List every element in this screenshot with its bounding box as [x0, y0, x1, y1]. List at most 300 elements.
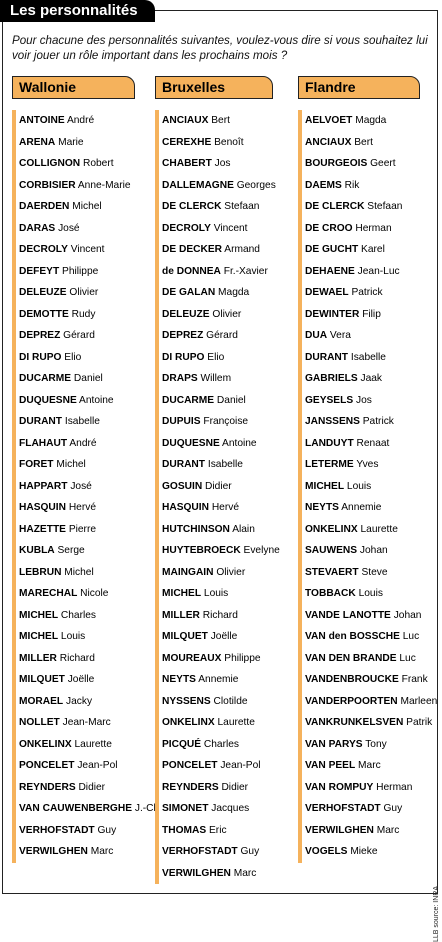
list-item [298, 669, 437, 691]
surname: ONKELINX [162, 717, 215, 728]
surname: DUA [305, 330, 328, 341]
list-item [155, 218, 280, 240]
list-item [155, 476, 280, 498]
surname: DECROLY [162, 222, 211, 234]
first-name: Anne-Marie [77, 179, 131, 191]
surname: CEREXHE [162, 136, 212, 148]
surname: NEYTS [305, 502, 339, 513]
first-name: Jacques [211, 803, 250, 814]
list-item [298, 540, 437, 562]
first-name: Charles [60, 609, 97, 621]
list-item [12, 196, 159, 218]
first-name: Elio [207, 351, 225, 363]
list-item [298, 390, 437, 412]
surname: JANSSENS [305, 416, 360, 427]
surname: DEWINTER [305, 308, 360, 320]
first-name: Marc [376, 824, 400, 836]
first-name: Vincent [70, 244, 105, 255]
surname: ONKELINX [19, 738, 72, 750]
list-item [155, 261, 280, 283]
first-name: Isabelle [64, 416, 100, 427]
list-item [12, 669, 159, 691]
list-item [155, 304, 280, 326]
list-item [12, 562, 159, 584]
list-item [298, 755, 437, 777]
source-credit: LLB source: INRA [433, 886, 440, 942]
list-item [12, 497, 159, 519]
list-item [12, 411, 159, 433]
first-name: Isabelle [207, 459, 243, 470]
surname: PICQUÉ [162, 738, 202, 750]
surname: NYSSENS [162, 695, 211, 707]
surname: DALLEMAGNE [162, 179, 234, 191]
first-name: José [58, 222, 80, 234]
list-item [12, 712, 159, 734]
surname: ARENA [19, 136, 56, 148]
column-bruxelles [155, 110, 280, 884]
surname: DI RUPO [162, 351, 205, 363]
list-item [155, 390, 280, 412]
first-name: Gérard [63, 330, 95, 341]
name-list-flandre [298, 110, 437, 863]
list-item [12, 476, 159, 498]
surname: MILLER [162, 609, 200, 621]
first-name: Frank [401, 674, 428, 685]
first-name: Marleen [400, 695, 438, 707]
list-item [12, 798, 159, 820]
first-name: Jaak [360, 373, 383, 384]
list-item [298, 519, 437, 541]
surname: HUTCHINSON [162, 523, 230, 535]
first-name: Didier [78, 781, 106, 793]
list-item [12, 841, 159, 863]
first-name: Karel [361, 244, 385, 255]
surname: DEWAEL [305, 287, 349, 298]
list-item [298, 411, 437, 433]
first-name: Jos [355, 394, 372, 406]
first-name: Michel [56, 459, 86, 470]
first-name: Antoine [79, 394, 114, 406]
first-name: Herman [376, 781, 413, 793]
surname: GEYSELS [305, 394, 354, 406]
first-name: Louis [358, 588, 383, 599]
first-name: Françoise [203, 416, 249, 427]
surname: REYNDERS [162, 781, 219, 793]
list-item [155, 691, 280, 713]
surname: VANDENBROUCKE [305, 674, 399, 685]
list-item [12, 433, 159, 455]
first-name: Magda [355, 115, 387, 126]
surname: VAN PARYS [305, 738, 363, 750]
surname: FORET [19, 459, 54, 470]
list-item [298, 325, 437, 347]
surname: NEYTS [162, 674, 196, 685]
list-item [155, 863, 280, 885]
surname: DE CLERCK [305, 201, 365, 212]
list-item [298, 239, 437, 261]
first-name: Luc [399, 652, 416, 664]
first-name: Bert [354, 136, 373, 148]
surname: VERHOFSTADT [19, 824, 95, 836]
list-item [155, 132, 280, 154]
surname: VERWILGHEN [19, 846, 88, 857]
surname: VERWILGHEN [162, 867, 231, 879]
list-item [298, 476, 437, 498]
surname: DELEUZE [162, 308, 210, 320]
list-item [155, 519, 280, 541]
first-name: Patrick [351, 287, 383, 298]
first-name: Jos [214, 158, 231, 169]
first-name: Louis [60, 631, 86, 642]
surname: COLLIGNON [19, 158, 81, 169]
surname: DE CROO [305, 222, 353, 234]
surname: SIMONET [162, 803, 209, 814]
first-name: Patrick [362, 416, 394, 427]
surname: KUBLA [19, 545, 55, 556]
first-name: Elio [64, 351, 82, 363]
first-name: Guy [240, 846, 260, 857]
surname: PONCELET [162, 760, 218, 771]
first-name: Olivier [216, 566, 246, 578]
first-name: Joëlle [210, 631, 238, 642]
list-item [155, 282, 280, 304]
list-item [298, 347, 437, 369]
first-name: Bert [211, 115, 230, 126]
list-item [155, 196, 280, 218]
list-item [12, 282, 159, 304]
list-item [12, 325, 159, 347]
first-name: Herman [355, 222, 392, 234]
first-name: J.-Cl. [134, 803, 159, 814]
first-name: Philippe [62, 265, 99, 277]
first-name: Hervé [211, 502, 240, 513]
first-name: Daniel [73, 373, 103, 384]
list-item [155, 626, 280, 648]
surname: LETERME [305, 459, 354, 470]
list-item [155, 433, 280, 455]
list-item [298, 132, 437, 154]
surname: de DONNEA [162, 265, 221, 277]
list-item [12, 368, 159, 390]
surname: DAERDEN [19, 201, 70, 212]
surname: DECROLY [19, 244, 68, 255]
list-item [155, 175, 280, 197]
list-item [298, 153, 437, 175]
list-item [12, 261, 159, 283]
list-item [12, 132, 159, 154]
surname: DE GALAN [162, 287, 216, 298]
list-item [298, 218, 437, 240]
first-name: Laurette [74, 738, 112, 750]
first-name: Gérard [206, 330, 238, 341]
first-name: Isabelle [350, 351, 386, 363]
list-item [298, 261, 437, 283]
list-item [12, 110, 159, 132]
surname: TOBBACK [305, 588, 356, 599]
surname: VAN DEN BRANDE [305, 652, 397, 664]
surname: DUCARME [19, 373, 72, 384]
surname: DURANT [162, 459, 206, 470]
list-item [155, 605, 280, 627]
surname: DUPUIS [162, 416, 201, 427]
list-item [12, 583, 159, 605]
list-item [298, 562, 437, 584]
first-name: Eric [209, 824, 227, 836]
first-name: Benoît [214, 136, 244, 148]
column-flandre [298, 110, 437, 863]
first-name: Marc [233, 867, 257, 879]
first-name: José [70, 480, 92, 492]
list-item [12, 153, 159, 175]
first-name: Johan [359, 545, 388, 556]
first-name: André [69, 437, 97, 449]
surname: MAINGAIN [162, 566, 214, 578]
surname: DURANT [19, 416, 63, 427]
list-item [12, 347, 159, 369]
surname: HUYTEBROECK [162, 545, 241, 556]
first-name: Marc [358, 760, 381, 771]
list-item [298, 304, 437, 326]
surname: MILQUET [19, 674, 65, 685]
surname: VAN CAUWENBERGHE [19, 803, 133, 814]
first-name: Michel [72, 201, 102, 212]
surname: ANCIAUX [162, 115, 209, 126]
list-item [155, 841, 280, 863]
first-name: Willem [200, 373, 232, 384]
surname: DEHAENE [305, 265, 355, 277]
surname: ONKELINX [305, 523, 358, 535]
list-item [12, 390, 159, 412]
column-header-bruxelles: Bruxelles [155, 76, 273, 99]
list-item [155, 110, 280, 132]
list-item [298, 497, 437, 519]
list-item [12, 605, 159, 627]
list-item [155, 734, 280, 756]
first-name: Magda [218, 287, 250, 298]
list-item [155, 798, 280, 820]
list-item [298, 433, 437, 455]
first-name: Louis [203, 588, 229, 599]
list-item [298, 605, 437, 627]
surname: STEVAERT [305, 566, 359, 578]
list-item [298, 282, 437, 304]
first-name: Michel [64, 566, 94, 578]
list-item [12, 626, 159, 648]
first-name: Vera [329, 330, 351, 341]
list-item [155, 820, 280, 842]
title-tab: Les personnalités [0, 0, 155, 22]
list-item [155, 755, 280, 777]
list-item [155, 497, 280, 519]
list-item [12, 691, 159, 713]
first-name: Richard [202, 609, 238, 621]
surname: VAN PEEL [305, 760, 356, 771]
surname: DEFEYT [19, 265, 60, 277]
surname: VERWILGHEN [305, 824, 374, 836]
list-item [155, 583, 280, 605]
surname: DURANT [305, 351, 349, 363]
surname: MORAEL [19, 695, 64, 707]
list-item [155, 669, 280, 691]
list-item [298, 196, 437, 218]
first-name: Nicole [80, 588, 109, 599]
list-item [298, 626, 437, 648]
list-item [298, 648, 437, 670]
surname: LEBRUN [19, 566, 62, 578]
surname: SAUWENS [305, 545, 358, 556]
first-name: Vincent [213, 222, 248, 234]
surname: DI RUPO [19, 351, 62, 363]
first-name: Fr.-Xavier [223, 265, 268, 277]
first-name: Steve [361, 566, 388, 578]
surname: AELVOET [305, 115, 353, 126]
surname: LANDUYT [305, 437, 354, 449]
column-wallonie [12, 110, 159, 863]
first-name: Luc [402, 631, 420, 642]
surname: VANDERPOORTEN [305, 695, 398, 707]
list-item [12, 519, 159, 541]
surname: PONCELET [19, 760, 75, 771]
surname: VANKRUNKELSVEN [305, 717, 404, 728]
surname: GOSUIN [162, 480, 203, 492]
first-name: Charles [203, 738, 240, 750]
list-item [298, 691, 437, 713]
surname: DAEMS [305, 179, 342, 191]
surname: MARECHAL [19, 588, 78, 599]
first-name: Pierre [68, 523, 97, 535]
first-name: Geert [370, 158, 396, 169]
surname: MICHEL [162, 588, 202, 599]
surname: HASQUIN [162, 502, 209, 513]
first-name: Evelyne [243, 545, 280, 556]
surname: VAN den BOSSCHE [305, 631, 400, 642]
list-item [155, 540, 280, 562]
first-name: Tony [365, 738, 387, 750]
first-name: Annemie [198, 674, 239, 685]
first-name: Alain [232, 523, 255, 535]
surname: REYNDERS [19, 781, 76, 793]
surname: DE GUCHT [305, 244, 359, 255]
first-name: André [66, 115, 95, 126]
list-item [12, 648, 159, 670]
column-header-wallonie: Wallonie [12, 76, 135, 99]
name-list-wallonie [12, 110, 159, 863]
first-name: Jean-Pol [77, 760, 118, 771]
surname: DEPREZ [162, 330, 204, 341]
surname: DUCARME [162, 394, 215, 406]
list-item [155, 347, 280, 369]
first-name: Johan [393, 609, 422, 621]
question-text: Pour chacune des personnalités suivantes, voulez-vous dire si vous souhaitez lui voir jouer un rôle important dans les prochains mois ? [12, 34, 428, 62]
list-item [298, 734, 437, 756]
surname: NOLLET [19, 717, 60, 728]
surname: HASQUIN [19, 502, 66, 513]
list-item [298, 798, 437, 820]
column-header-flandre: Flandre [298, 76, 420, 99]
first-name: Patrik [406, 717, 433, 728]
first-name: Laurette [360, 523, 398, 535]
list-item [298, 175, 437, 197]
surname: DUQUESNE [19, 394, 77, 406]
first-name: Jean-Pol [220, 760, 261, 771]
first-name: Jean-Marc [62, 717, 111, 728]
first-name: Rik [344, 179, 360, 191]
list-item [12, 304, 159, 326]
first-name: Laurette [217, 717, 255, 728]
first-name: Didier [221, 781, 249, 793]
first-name: Guy [97, 824, 117, 836]
surname: MICHEL [19, 631, 59, 642]
list-item [298, 110, 437, 132]
surname: DE CLERCK [162, 201, 222, 212]
first-name: Georges [236, 179, 276, 191]
first-name: Marc [90, 846, 114, 857]
first-name: Didier [205, 480, 232, 492]
surname: DE DECKER [162, 244, 223, 255]
list-item [12, 820, 159, 842]
first-name: Marie [58, 136, 84, 148]
surname: VOGELS [305, 846, 348, 857]
first-name: Jean-Luc [357, 265, 400, 277]
list-item [298, 777, 437, 799]
surname: CORBISIER [19, 179, 76, 191]
first-name: Annemie [341, 502, 382, 513]
surname: MILLER [19, 652, 57, 664]
first-name: Jacky [66, 695, 93, 707]
surname: CHABERT [162, 158, 212, 169]
list-item [12, 218, 159, 240]
list-item [155, 648, 280, 670]
list-item [12, 454, 159, 476]
surname: DUQUESNE [162, 437, 220, 449]
surname: HAPPART [19, 480, 68, 492]
surname: FLAHAUT [19, 437, 68, 449]
first-name: Olivier [69, 287, 99, 298]
list-item [12, 777, 159, 799]
surname: HAZETTE [19, 523, 66, 535]
first-name: Joëlle [67, 674, 95, 685]
list-item [298, 583, 437, 605]
list-item [155, 562, 280, 584]
first-name: Hervé [68, 502, 97, 513]
surname: VANDE LANOTTE [305, 609, 391, 621]
list-item [155, 325, 280, 347]
name-list-bruxelles [155, 110, 280, 884]
first-name: Serge [57, 545, 85, 556]
list-item [12, 239, 159, 261]
surname: DARAS [19, 222, 56, 234]
surname: MICHEL [305, 480, 345, 492]
list-item [12, 175, 159, 197]
surname: MOUREAUX [162, 652, 222, 664]
first-name: Stefaan [367, 201, 403, 212]
first-name: Daniel [216, 394, 246, 406]
first-name: Antoine [222, 437, 257, 449]
first-name: Guy [383, 803, 403, 814]
first-name: Rudy [71, 308, 96, 320]
first-name: Yves [356, 459, 379, 470]
list-item [155, 239, 280, 261]
first-name: Stefaan [224, 201, 260, 212]
surname: MILQUET [162, 631, 208, 642]
list-item [298, 820, 437, 842]
list-item [155, 777, 280, 799]
surname: VERHOFSTADT [162, 846, 238, 857]
list-item [12, 540, 159, 562]
surname: BOURGEOIS [305, 158, 368, 169]
surname: DELEUZE [19, 287, 67, 298]
surname: MICHEL [19, 609, 59, 621]
